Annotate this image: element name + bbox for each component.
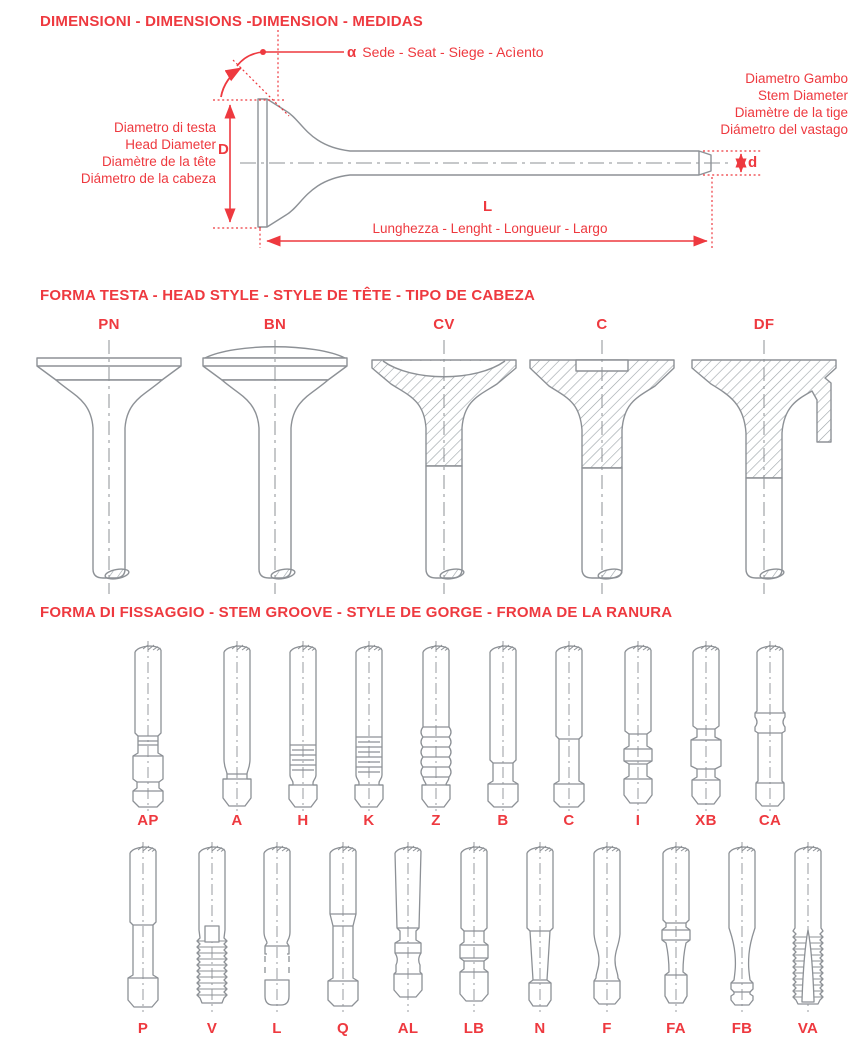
- head-style-figure-pn: [29, 338, 189, 598]
- stem-groove-figure-z: [416, 641, 456, 811]
- stem-groove-figure-k: [349, 641, 389, 811]
- stem-groove-figure-a: [217, 641, 257, 811]
- head-styles-title: FORMA TESTA - HEAD STYLE - STYLE DE TÊTE - TIPO DE CABEZA: [40, 287, 536, 304]
- stem-groove-label-ap: AP: [137, 812, 159, 829]
- stem-groove-figure-ap: [128, 641, 168, 811]
- head-style-label-cv: CV: [433, 316, 455, 333]
- head-diameter-label-en: Head Diameter: [125, 137, 216, 152]
- head-style-label-c: C: [596, 316, 608, 333]
- head-diameter-labels: [6, 119, 216, 187]
- stem-groove-label-lb: LB: [463, 1020, 485, 1037]
- dimensions-title: DIMENSIONI - DIMENSIONS -DIMENSION - MEDIDAS: [40, 13, 423, 30]
- head-style-label-bn: BN: [263, 316, 287, 333]
- head-diameter-label-it: Diametro di testa: [113, 120, 216, 135]
- stem-groove-figure-fb: [722, 842, 762, 1012]
- head-style-label-df: DF: [753, 316, 775, 333]
- stem-groove-label-fb: FB: [731, 1020, 753, 1037]
- stem-groove-figure-i: [618, 641, 658, 811]
- head-style-figure-c: [522, 338, 682, 598]
- stem-groove-label-va: VA: [797, 1020, 819, 1037]
- head-style-figure-cv: [364, 338, 524, 598]
- stem-groove-figure-v: [192, 842, 232, 1012]
- head-diameter-symbol: D: [218, 141, 229, 158]
- stem-groove-figure-va: [788, 842, 828, 1012]
- stem-groove-figure-fa: [656, 842, 696, 1012]
- stem-diameter-labels: [598, 70, 848, 138]
- stem-groove-figure-ca: [750, 641, 790, 811]
- head-style-label-pn: PN: [98, 316, 120, 333]
- stem-groove-figure-b: [483, 641, 523, 811]
- stem-diameter-symbol: d: [748, 154, 758, 171]
- stem-diameter-label-it: Diametro Gambo: [745, 71, 848, 86]
- stem-diameter-label-fr: Diamètre de la tige: [734, 105, 848, 120]
- length-symbol: L: [483, 198, 493, 215]
- stem-groove-figure-p: [123, 842, 163, 1012]
- stem-groove-figure-h: [283, 641, 323, 811]
- seat-angle-label: [347, 44, 544, 61]
- stem-groove-label-xb: XB: [695, 812, 717, 829]
- length-label: Lunghezza - Lenght - Longueur - Largo: [372, 221, 608, 236]
- stem-groove-label-ca: CA: [758, 812, 782, 829]
- head-style-figure-bn: [195, 338, 355, 598]
- stem-groove-figure-c: [549, 641, 589, 811]
- stem-groove-figure-l: [257, 842, 297, 1012]
- stem-groove-label-f: F: [602, 1020, 612, 1037]
- stem-groove-label-al: AL: [397, 1020, 419, 1037]
- stem-groove-label-q: Q: [337, 1020, 349, 1037]
- stem-groove-figure-xb: [686, 641, 726, 811]
- stem-groove-label-l: L: [272, 1020, 282, 1037]
- stem-groove-label-v: V: [206, 1020, 218, 1037]
- head-diameter-label-fr: Diamètre de la tête: [101, 154, 216, 169]
- seat-label-text: Sede - Seat - Siege - Acìento: [362, 44, 544, 60]
- stem-groove-figure-lb: [454, 842, 494, 1012]
- stem-groove-label-i: I: [635, 812, 641, 829]
- stem-groove-label-fa: FA: [666, 1020, 686, 1037]
- stem-groove-label-z: Z: [431, 812, 441, 829]
- stem-diameter-label-es: Diámetro del vastago: [720, 122, 848, 137]
- stem-groove-label-p: P: [137, 1020, 149, 1037]
- head-style-figure-df: [684, 338, 844, 598]
- stem-groove-label-n: N: [534, 1020, 546, 1037]
- stem-groove-figure-al: [388, 842, 428, 1012]
- stem-groove-figure-n: [520, 842, 560, 1012]
- head-diameter-label-es: Diámetro de la cabeza: [80, 171, 216, 186]
- stem-groove-label-a: A: [231, 812, 243, 829]
- alpha-symbol: α: [347, 44, 357, 61]
- stem-groove-label-b: B: [497, 812, 509, 829]
- stem-grooves-title: FORMA DI FISSAGGIO - STEM GROOVE - STYLE DE GORGE - FROMA DE LA RANURA: [40, 604, 673, 621]
- stem-groove-label-h: H: [297, 812, 309, 829]
- stem-diameter-label-en: Stem Diameter: [757, 88, 848, 103]
- stem-groove-figure-q: [323, 842, 363, 1012]
- stem-groove-label-c: C: [563, 812, 575, 829]
- stem-groove-figure-f: [587, 842, 627, 1012]
- stem-groove-label-k: K: [363, 812, 375, 829]
